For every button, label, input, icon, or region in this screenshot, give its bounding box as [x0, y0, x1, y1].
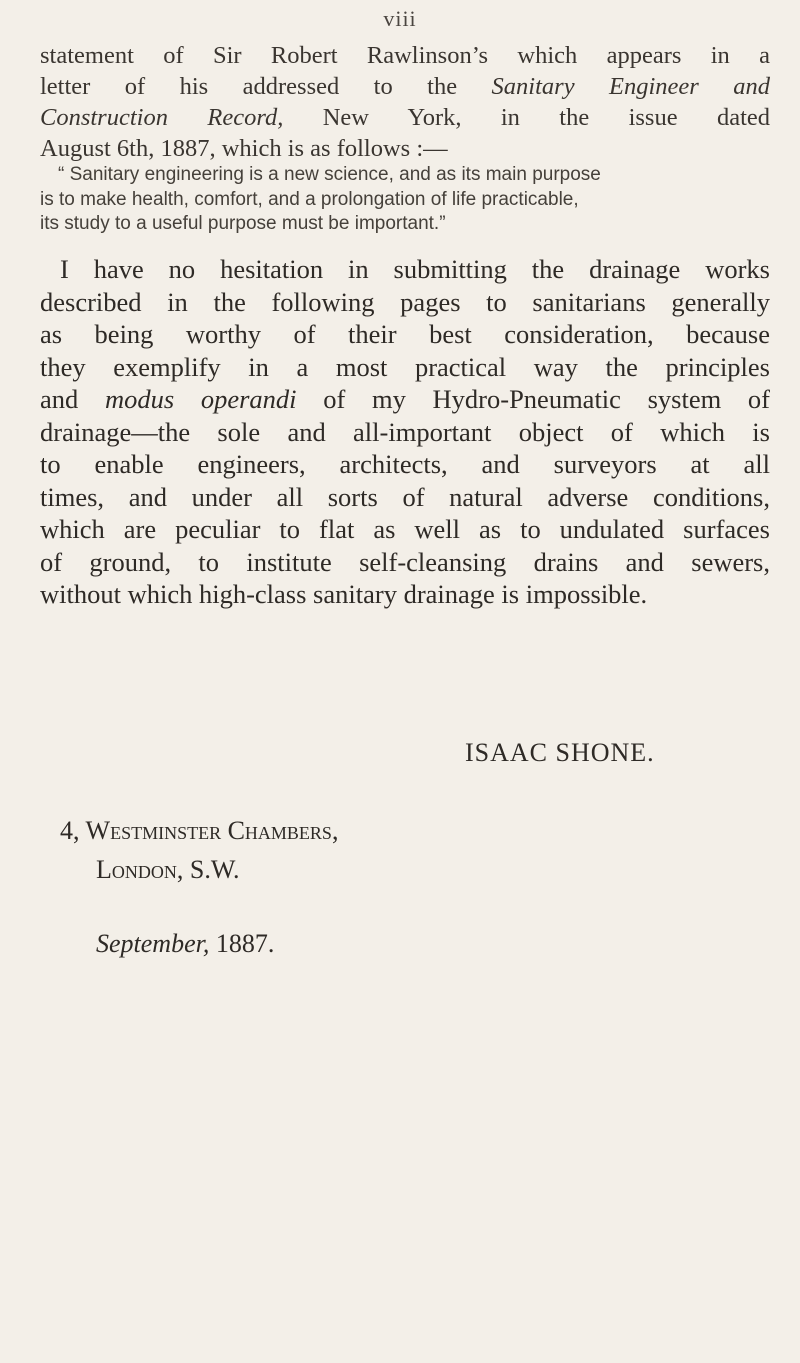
body-line-8: times, and under all sorts of natural adverse conditions, — [40, 481, 770, 512]
body-line-5-start: and — [40, 384, 79, 414]
date-year: 1887. — [215, 929, 275, 958]
quote-line-1: “ Sanitary engineering is a new science, and as its main purpose — [58, 164, 601, 185]
body-line-4: they exemplify in a most practical way the principles — [40, 351, 770, 382]
body-line-2: described in the following pages to sanitarians generally — [40, 286, 770, 317]
body-paragraph — [40, 253, 770, 611]
publication-title-part2-b: Record, — [207, 104, 284, 131]
quote-line-2: is to make health, comfort, and a prolongation of life practicable, — [40, 188, 579, 210]
date-month: September, — [96, 929, 210, 958]
body-line-11: without which high-class sanitary drainage is impossible. — [40, 579, 648, 609]
body-line-5 — [40, 383, 770, 416]
intro-line-4: August 6th, 1887, which is as follows :— — [40, 135, 448, 162]
latin-phrase: modus operandi — [104, 384, 297, 414]
body-line-1: I have no hesitation in submitting the drainage works — [60, 254, 770, 284]
body-line-10: of ground, to institute self-cleansing drains and sewers, — [40, 546, 770, 577]
body-line-7: to enable engineers, architects, and surveyors at all — [40, 449, 770, 479]
address-line-2: London, S.W. — [96, 855, 240, 884]
intro-line-2-text: letter of his addressed to the — [40, 73, 458, 100]
block-quote — [40, 163, 770, 237]
publication-title-part2-a: Construction — [40, 104, 168, 131]
intro-line-3 — [40, 102, 770, 133]
date-line — [96, 929, 274, 959]
body-line-5-end: of my Hydro-Pneumatic system of — [323, 384, 770, 414]
intro-line-2 — [40, 71, 770, 102]
author-signature: ISAAC SHONE. — [465, 738, 655, 767]
body-line-6: drainage—the sole and all-important object of which is — [40, 416, 770, 447]
intro-line-1: statement of Sir Robert Rawlinson’s which appears in a — [40, 42, 770, 69]
publication-title-part1: Sanitary Engineer and — [491, 73, 770, 100]
body-line-9: which are peculiar to flat as well as to undulated surfaces — [40, 514, 770, 544]
page-number: viii — [383, 6, 417, 31]
address-line-1: 4, Westminster Chambers, — [60, 816, 339, 845]
body-line-3: as being worthy of their best consideration, because — [40, 319, 770, 349]
intro-paragraph — [40, 40, 770, 164]
intro-line-3-tail: New York, in the issue dated — [322, 104, 771, 131]
quote-line-3: its study to a useful purpose must be important.” — [40, 213, 446, 234]
